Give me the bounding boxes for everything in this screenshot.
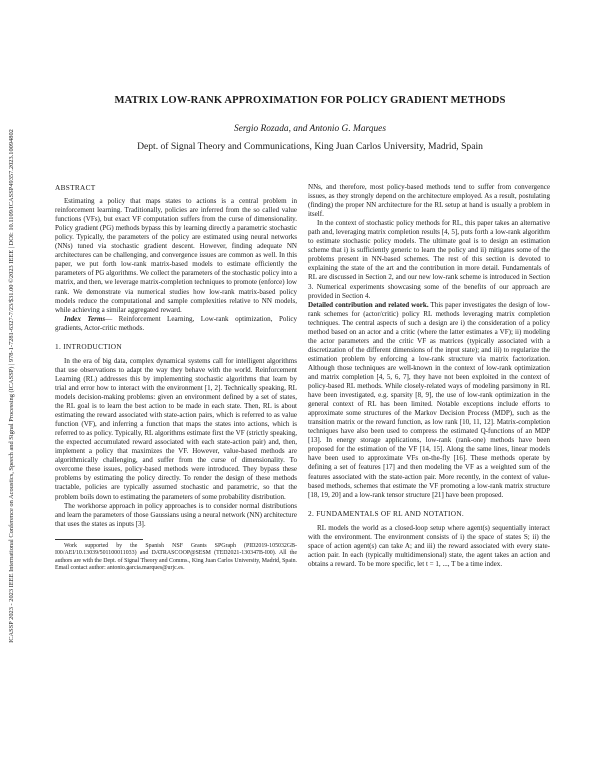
abstract-heading: ABSTRACT [55,183,96,192]
intro-paragraph-1: In the era of big data, complex dynamical systems call for intelligent algorithms that use observations to adapt the way they behave with the world. Reinforcement Learning (RL) addresses this by implementing stochastic algorithms that learn by trial and error how to interact with the environment [1, 2]. Technically speaking, RL models decision-making problems: given an environment defined by a set of states, the RL goal is to learn the best action to be made in each state. Then, RL is about estimating the reward associated with state-action pairs, which is referred to as value function (VF), and inferring a function that maps the states into actions, which is referred to as policy. Typically, RL algorithms estimate first the VF (strictly speaking, the expected accumulated reward associated with each state-action pair) and, then, implement a policy that maximizes the VF. However, value-based methods are algorithmically challenging, and suffer from the curse of dimensionality. To overcome these issues, policy-based methods were introduced. They bypass these problems by estimating the policy directly. To render the design of these methods tractable, policies are typically assumed stochastic and parametric, so that the problem boils down to estimating the parameters of some probability distribution. [55,356,297,501]
intro-paragraph-3: NNs, and therefore, most policy-based methods tend to suffer from convergence issues, as they strongly depend on the architecture employed. As a result, postulating (finding) the proper NN architecture for the RL setup at hand is usually a problem in itself. [308,183,550,219]
section-1-heading: 1. INTRODUCTION [55,341,122,351]
funding-footnote: Work supported by the Spanish NSF Grants SPGraph (PID2019-105032GB-I00/AEI/10.13039/501100011033) and DATRASCOOP@SESM (TED2021-130347B-I00). All the authors are with the Dept. of Signal Theory and Comms., King Juan Carlos University, Madrid, Spain. Email contact author: antonio.garcia.marques@urjc.es. [55,542,297,571]
contribution-text: This paper investigates the design of low-rank schemes for (actor/critic) policy RL methods leveraging matrix completion techniques. The central aspects of such a design are i) the consideration of a policy method based on an actor and a critic (where the latter estimates a VF); ii) modeling the actor parameters and the critic VF as matrices (typically associated with a discretization of the different dimensions of the input state); and iii) to regularize the estimation problem by enforcing a low-rank structure via matrix factorization. Although those techniques are well-known in the context of low-rank optimization and matrix completion [4, 5, 6, 7], they have not been exploited in the context of policy-based RL methods. While closely-related ways of modeling parsimony in RL have been investigated, e.g. sparsity [8, 9], the use of low-rank optimization in the general context of RL has been limited. Notable exceptions include efforts to approximate some structures of the Markov Decision Process (MDP), such as the transition matrix or the reward function, as low rank [10, 11, 12]. Matrix-completion techniques have also been used to compress the estimated Q-functions of an MDP [13]. In energy storage applications, low-rank (rank-one) methods have been proposed for the estimation of the VF [14, 15]. Along the same lines, linear models have been used to approximate VFs on-the-fly [16]. These methods operate by defining a set of features [17] and then modeling the VF as a weighted sum of the features associated with the state-action pair. More recently, in the context of value-based methods, schemes that estimate the VF promoting a low-rank matrix structure [18, 19, 20] and a low-rank tensor structure [21] have been proposed. [308,300,550,499]
index-terms [55,315,297,333]
paper-title: MATRIX LOW-RANK APPROXIMATION FOR POLICY GRADIENT METHODS [114,95,506,106]
left-column [55,183,297,572]
index-terms-label: Index Terms [64,314,106,323]
paper-authors: Sergio Rozada, and Antonio G. Marques [234,124,386,134]
abstract-text: Estimating a policy that maps states to actions is a central problem in reinforcement learning. Traditionally, policies are inferred from the so called value functions (VFs), but exact VF computation suffers from the curse of dimensionality. Policy gradient (PG) methods bypass this by learning directly a parametric stochastic policy. Typically, the parameters of the policy are estimated using neural networks (NNs) tuned via stochastic gradient descent. However, finding adequate NN architectures can be challenging, and convergence issues are common as well. In this paper, we put forth low-rank matrix-based models to estimate efficiently the parameters of PG algorithms. We collect the parameters of the stochastic policy into a matrix, and then, we leverage matrix-completion techniques to promote (enforce) low rank. We demonstrate via numerical studies how low-rank matrix-based policy models reduce the computational and sample complexities relative to NN models, while achieving a similar aggregated reward. [55,197,297,314]
paper-affiliation: Dept. of Signal Theory and Communications, King Juan Carlos University, Madrid, Spain [137,141,483,152]
intro-paragraph-4: In the context of stochastic policy methods for RL, this paper takes an alternative path and, leveraging matrix completion results [4, 5], puts forth a low-rank algorithm to estimate stochastic policy models. The ultimate goal is to design an estimation scheme that i) is sufficiently generic to learn the policy and ii) mitigates some of the problems present in NN-based schemes. The rest of this section is devoted to explaining the state of the art and the contribution in more detail. Fundamentals of RL are discussed in Section 2, and our new low-rank scheme is introduced in Section 3. Numerical experiments showcasing some of the benefits of our approach are provided in Section 4. [308,219,550,300]
contribution-label: Detailed contribution and related work. [308,300,429,309]
contribution-paragraph [308,301,550,500]
index-terms-text: — Reinforcement Learning, Low-rank optimization, Policy gradients, Actor-critic methods. [55,314,297,332]
section-2-heading: 2. FUNDAMENTALS OF RL AND NOTATION. [308,508,465,518]
intro-paragraph-2: The workhorse approach in policy approaches is to consider normal distributions and learn the parameters of those Gaussians using a neural network (NN) architecture that uses the states as inputs [3]. [55,501,297,528]
conference-side-note: ICASSP 2023 - 2023 IEEE International Conference on Acoustics, Speech and Signal Processing (ICASSP) | 978-1-7281-6327-7/23/$31.00 ©2023 IEEE | DOI: 10.1109/ICASSP49357.2023.10094802 [8,129,15,643]
right-column [308,183,550,569]
footnote-rule [55,539,143,540]
fundamentals-paragraph-1: RL models the world as a closed-loop setup where agent(s) sequentially interact with the environment. The environment consists of i) the space of states S; ii) the space of action agent(s) can take A; and iii) the reward associated with every state-action pair. In each (typically multidimensional) state, the agent takes an action and obtains a reward. To be more specific, let t = 1, ..., T be a time index. [308,523,550,568]
